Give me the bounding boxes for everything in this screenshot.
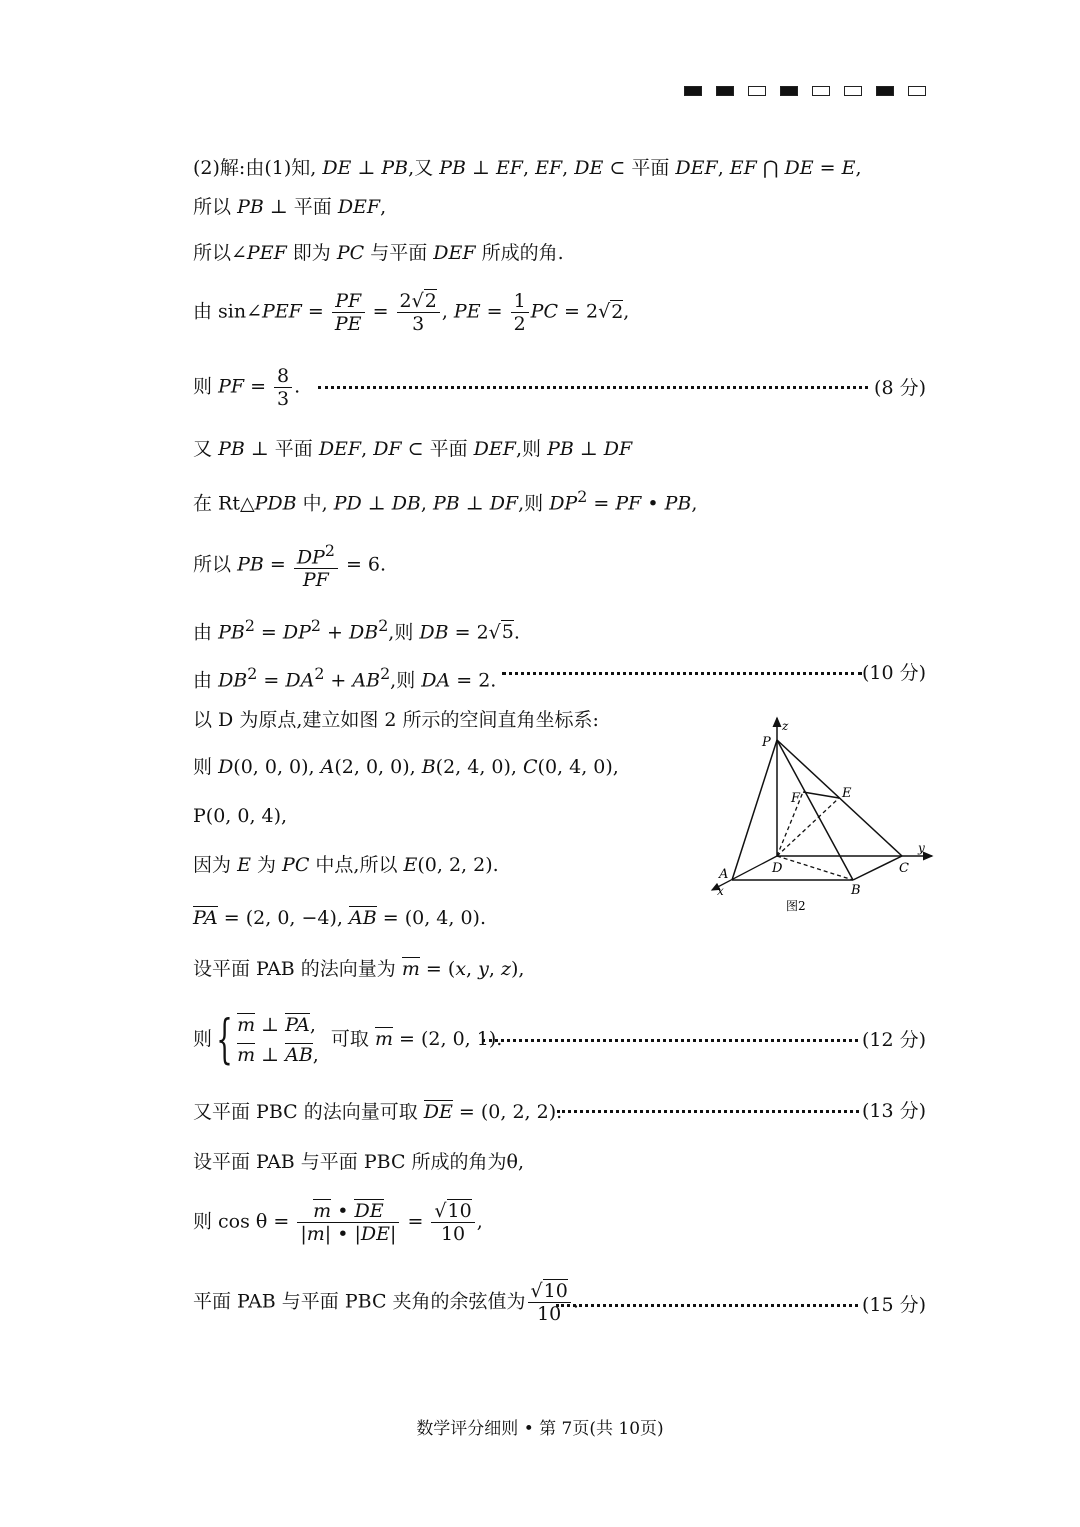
line-7: 在 Rt△PDB 中, PD ⊥ DB, PB ⊥ DF,则 $DP^2$ = PF • PB, xyxy=(193,487,698,515)
line-21: 平面 PAB 与平面 PBC 夹角的余弦值为 $\frac{√10}{10}$ . xyxy=(193,1280,579,1325)
page-footer: 数学评分细则 • 第 7页(共 10页) xyxy=(416,1419,664,1439)
score-12: (12 分) xyxy=(861,1029,926,1051)
line-9: 由 $PB^2 = DP^2 + DB^2$,则 DB = 2√5. xyxy=(193,616,520,644)
header-mark xyxy=(684,86,702,96)
header-mark xyxy=(748,86,766,96)
label-C: C xyxy=(899,861,909,876)
label-A: A xyxy=(719,867,729,882)
line-16: 设平面 PAB 的法向量为 m = (x, y, z), xyxy=(193,958,525,980)
score-8: (8 分) xyxy=(874,377,926,399)
line-13: P(0, 0, 4), xyxy=(193,805,288,827)
header-mark xyxy=(908,86,926,96)
dotted-leader xyxy=(557,1110,859,1113)
line-1: (2)解:由(1)知, DE ⊥ PB,又 PB ⊥ EF, EF, DE ⊂ 平面 DEF, EF ⋂ DE = E, xyxy=(193,157,862,179)
dotted-leader xyxy=(556,1304,858,1307)
line-11: 以 D 为原点,建立如图 2 所示的空间直角坐标系: xyxy=(193,709,599,731)
dotted-leader xyxy=(502,672,862,675)
score-10: (10 分) xyxy=(861,662,926,684)
label-z: z xyxy=(782,719,789,733)
label-B: B xyxy=(851,883,861,898)
line-20: 则 cos θ = $\frac{m • DE}{|m| • |DE|}$ = $\frac{√10}{10}$ , xyxy=(193,1200,483,1245)
line-17: 则{ m ⊥ PA, m ⊥ AB, 可取 m = (2, 0, 1). xyxy=(193,1010,503,1070)
header-mark xyxy=(876,86,894,96)
line-2: 所以 PB ⊥ 平面 DEF, xyxy=(193,196,387,218)
line-12: 则 D(0, 0, 0), A(2, 0, 0), B(2, 4, 0), C(0, 4, 0), xyxy=(193,756,619,778)
label-y: y xyxy=(918,841,925,855)
header-mark xyxy=(780,86,798,96)
edge-DE xyxy=(777,798,839,856)
dotted-leader xyxy=(318,386,868,389)
line-14: 因为 E 为 PC 中点,所以 E(0, 2, 2). xyxy=(193,854,499,876)
header-mark xyxy=(812,86,830,96)
dotted-leader xyxy=(482,1039,858,1042)
header-mark xyxy=(844,86,862,96)
edge-PB xyxy=(777,740,853,880)
line-5: 则 PF = $\frac{8}{3}$ . xyxy=(193,365,301,410)
line-10: 由 $DB^2 = DA^2 + AB^2$,则 DA = 2. xyxy=(193,664,497,692)
label-F: F xyxy=(791,791,801,806)
header-mark xyxy=(716,86,734,96)
line-19: 设平面 PAB 与平面 PBC 所成的角为θ, xyxy=(193,1151,524,1173)
line-15: PA = (2, 0, −4), AB = (0, 4, 0). xyxy=(193,907,486,929)
label-E: E xyxy=(842,786,852,801)
label-P: P xyxy=(762,735,771,750)
header-marks xyxy=(684,86,926,96)
geometry-figure xyxy=(700,712,940,917)
line-18: 又平面 PBC 的法向量可取 DE = (0, 2, 2). xyxy=(193,1101,563,1123)
score-15: (15 分) xyxy=(861,1294,926,1316)
figure-caption: 图2 xyxy=(786,899,806,913)
line-4: 由 sin∠PEF = $\frac{PF}{PE}$ = $\frac{2√2}{3}$ , PE = $\frac{1}{2}$ PC = 2√2, xyxy=(193,290,630,335)
edge-BC xyxy=(853,856,902,880)
line-3: 所以∠PEF 即为 PC 与平面 DEF 所成的角. xyxy=(193,242,564,264)
score-13: (13 分) xyxy=(861,1100,926,1122)
line-8: 所以 PB = $\frac{DP^2}{PF}$ = 6. xyxy=(193,541,387,592)
label-x: x xyxy=(717,884,724,898)
label-D: D xyxy=(772,861,783,876)
line-6: 又 PB ⊥ 平面 DEF, DF ⊂ 平面 DEF,则 PB ⊥ DF xyxy=(193,438,633,460)
